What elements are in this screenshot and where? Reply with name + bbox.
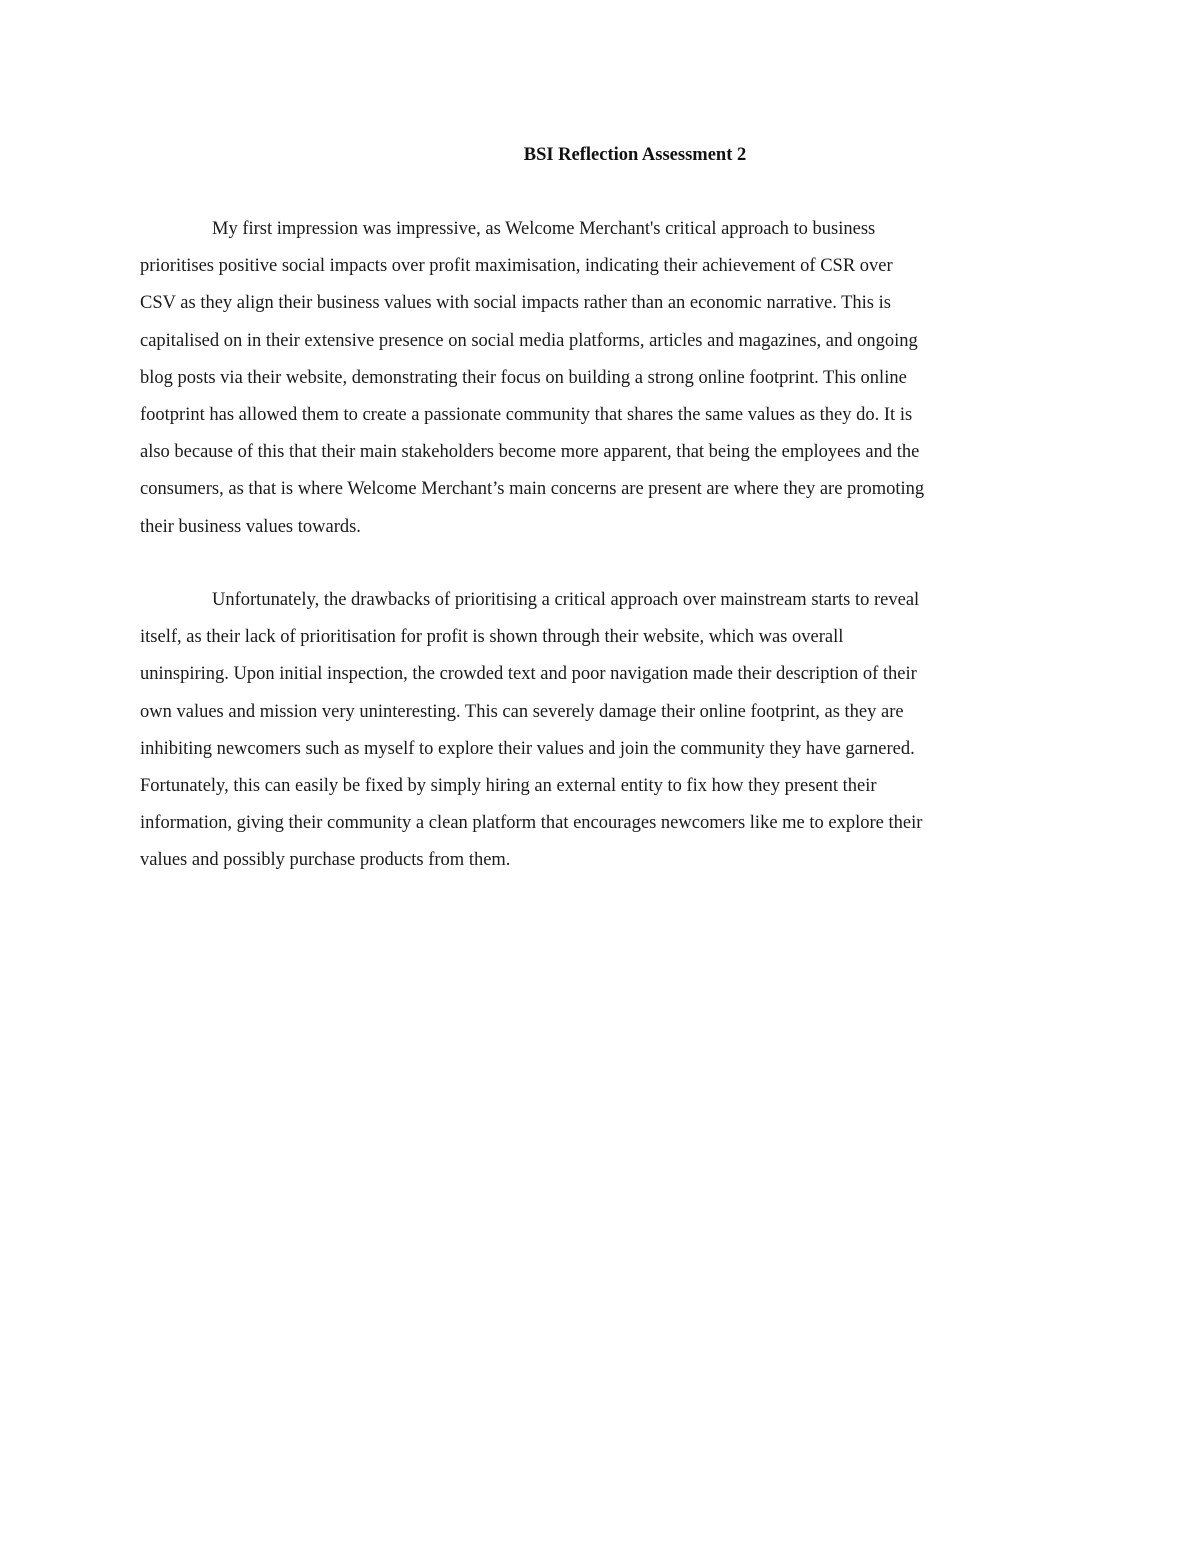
paragraph-line: Fortunately, this can easily be fixed by simply hiring an external entity to fix how they present their [140,776,877,797]
paragraph-line: CSV as they align their business values with social impacts rather than an economic narrative. This is [140,293,891,314]
paragraph-line: footprint has allowed them to create a passionate community that shares the same values as they do. It is [140,405,913,426]
paragraph-line: inhibiting newcomers such as myself to explore their values and join the community they have garnered. [140,738,915,759]
paragraph-line: values and possibly purchase products from them. [140,850,511,871]
paragraph-line: own values and mission very uninteresting. This can severely damage their online footprint, as they are [140,701,904,722]
paragraph-line: My first impression was impressive, as Welcome Merchant's critical approach to business [212,219,876,239]
paragraph-line: capitalised on in their extensive presence on social media platforms, articles and magazines, and ongoing [140,330,918,351]
paragraph-1 [140,211,1140,546]
paragraph-2 [140,582,1140,880]
paragraph-line: uninspiring. Upon initial inspection, the crowded text and poor navigation made their description of their [140,664,917,685]
paragraph-line: their business values towards. [140,516,361,537]
paragraph-line: prioritises positive social impacts over profit maximisation, indicating their achievement of CSR over [140,256,893,277]
paragraph-line: consumers, as that is where Welcome Merchant’s main concerns are present are where they are promoting [140,479,925,500]
paragraph-line: Unfortunately, the drawbacks of prioritising a critical approach over mainstream starts to reveal [212,590,920,610]
paragraph-line: itself, as their lack of prioritisation for profit is shown through their website, which was overall [140,627,844,648]
document-title: BSI Reflection Assessment 2 [523,145,747,165]
paragraph-line: blog posts via their website, demonstrating their focus on building a strong online footprint. This online [140,367,907,388]
paragraph-line: information, giving their community a clean platform that encourages newcomers like me to explore their [140,813,923,834]
paragraph-line: also because of this that their main stakeholders become more apparent, that being the employees and the [140,442,920,463]
